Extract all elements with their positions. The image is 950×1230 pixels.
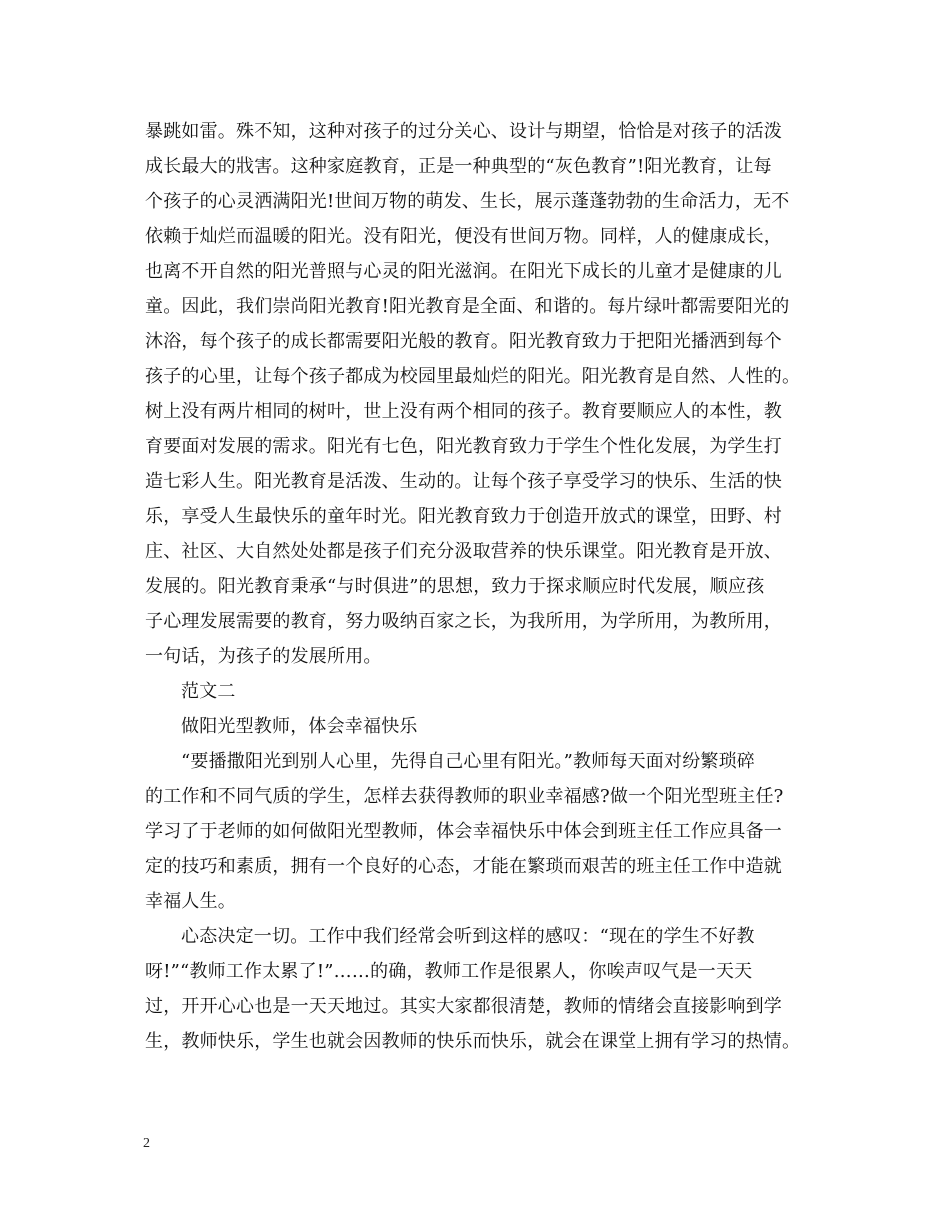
page-number: 2 bbox=[143, 1136, 150, 1151]
text-line: 范文二 bbox=[181, 681, 236, 702]
text-line: 依赖于灿烂而温暖的阳光。没有阳光，便没有世间万物。同样，人的健康成长， bbox=[145, 226, 782, 247]
text-line: 子心理发展需要的教育，努力吸纳百家之长，为我所用，为学所用，为教所用， bbox=[145, 611, 782, 632]
text-line: 也离不开自然的阳光普照与心灵的阳光滋润。在阳光下成长的儿童才是健康的儿 bbox=[145, 261, 782, 282]
text-line: 乐，享受人生最快乐的童年时光。阳光教育致力于创造开放式的课堂，田野、村 bbox=[145, 506, 782, 527]
text-line: 个孩子的心灵洒满阳光!世间万物的萌发、生长，展示蓬蓬勃勃的生命活力，无不 bbox=[145, 191, 790, 212]
text-line: 心态决定一切。工作中我们经常会听到这样的感叹：“现在的学生不好教 bbox=[181, 926, 755, 947]
text-line: 定的技巧和素质，拥有一个良好的心态，才能在繁琐而艰苦的班主任工作中造就 bbox=[145, 856, 782, 877]
text-line: 生，教师快乐，学生也就会因教师的快乐而快乐，就会在课堂上拥有学习的热情。 bbox=[145, 1031, 801, 1052]
text-line: 童。因此，我们崇尚阳光教育!阳光教育是全面、和谐的。每片绿叶都需要阳光的 bbox=[145, 296, 790, 317]
text-line: 的工作和不同气质的学生，怎样去获得教师的职业幸福感?做一个阳光型班主任? bbox=[145, 786, 784, 807]
text-line: 沐浴，每个孩子的成长都需要阳光般的教育。阳光教育致力于把阳光播洒到每个 bbox=[145, 331, 782, 352]
text-line: 过，开开心心也是一天天地过。其实大家都很清楚，教师的情绪会直接影响到学 bbox=[145, 996, 782, 1017]
text-line: 做阳光型教师，体会幸福快乐 bbox=[181, 716, 418, 737]
text-line: 发展的。阳光教育秉承“与时俱进”的思想，致力于探求顺应时代发展，顺应孩 bbox=[145, 576, 765, 597]
text-line: 呀!”“教师工作太累了!”……的确，教师工作是很累人，你唉声叹气是一天天 bbox=[145, 961, 753, 982]
text-line: 育要面对发展的需求。阳光有七色，阳光教育致力于学生个性化发展，为学生打 bbox=[145, 436, 782, 457]
text-line: 暴跳如雷。殊不知，这种对孩子的过分关心、设计与期望，恰恰是对孩子的活泼 bbox=[145, 121, 782, 142]
text-line: 一句话，为孩子的发展所用。 bbox=[145, 646, 382, 667]
text-line: “要播撒阳光到别人心里，先得自己心里有阳光。”教师每天面对纷繁琐碎 bbox=[181, 751, 756, 772]
text-line: 孩子的心里，让每个孩子都成为校园里最灿烂的阳光。阳光教育是自然、人性的。 bbox=[145, 366, 801, 387]
text-line: 庄、社区、大自然处处都是孩子们充分汲取营养的快乐课堂。阳光教育是开放、 bbox=[145, 541, 782, 562]
text-line: 成长最大的戕害。这种家庭教育，正是一种典型的“灰色教育”!阳光教育，让每 bbox=[145, 156, 772, 177]
text-line: 学习了于老师的如何做阳光型教师，体会幸福快乐中体会到班主任工作应具备一 bbox=[145, 821, 782, 842]
text-line: 造七彩人生。阳光教育是活泼、生动的。让每个孩子享受学习的快乐、生活的快 bbox=[145, 471, 782, 492]
text-line: 树上没有两片相同的树叶，世上没有两个相同的孩子。教育要顺应人的本性，教 bbox=[145, 401, 782, 422]
text-line: 幸福人生。 bbox=[145, 891, 236, 912]
body-text bbox=[145, 114, 825, 1059]
